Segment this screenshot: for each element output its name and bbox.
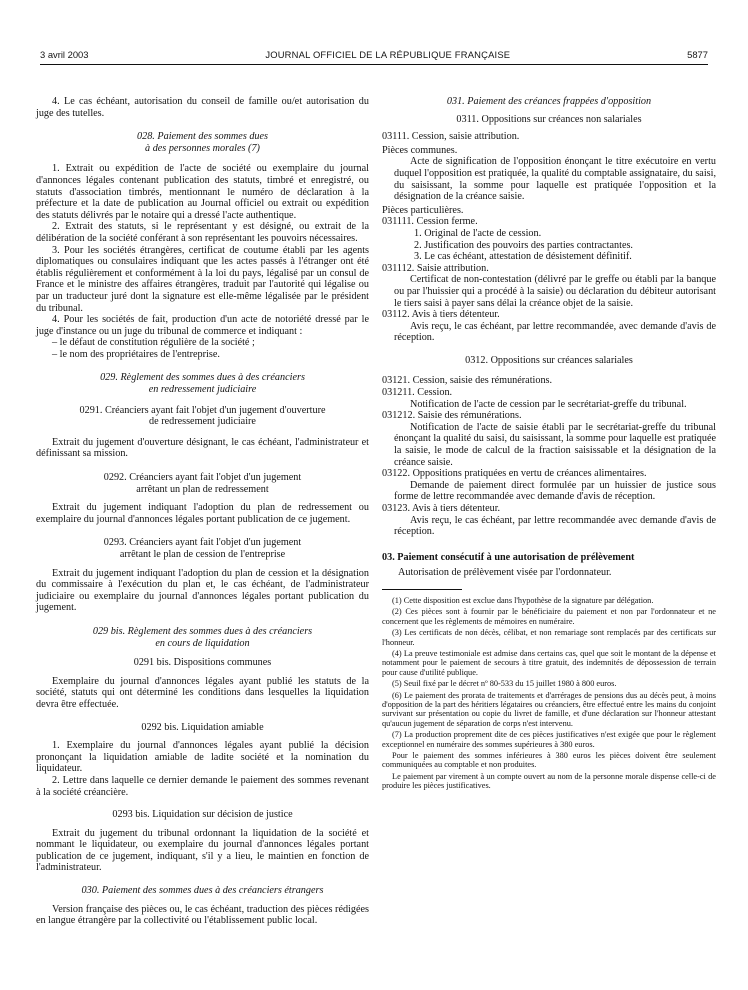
footnote: (7) La production proprement dite de ces pièces justificatives n'est exigée que pour le règlement exceptionnel en numéraire des sommes supérieures à 380 euros.	[382, 730, 716, 749]
footnote: (3) Les certificats de non décès, célibat, et non remariage sont remplacés par des certificats sur l'honneur.	[382, 628, 716, 647]
header-journal-title: JOURNAL OFFICIEL DE LA RÉPUBLIQUE FRANÇAISE	[265, 49, 511, 61]
running-header	[40, 48, 708, 62]
footnote: (1) Cette disposition est exclue dans l'hypothèse de la signature par délégation.	[392, 595, 654, 605]
paragraph: Extrait du jugement indiquant l'adoption du plan de cession et la désignation du commissaire à l'exécution du plan et, le cas échéant, de l'administrateur judiciaire ou exemplaire du journal d'annonces légales portant publication du jugement.	[36, 567, 369, 614]
footnote: Le paiement par virement à un compte ouvert au nom de la personne morale dispense celle-ci de produire les pièces justificatives.	[382, 771, 716, 791]
paragraph: Extrait du jugement du tribunal ordonnant la liquidation de la société et nommant le liquidateur, ou exemplaire du journal d'annonces légales portant publication de ce jugement, indiquant, s'il y a lieu, le maintien en fonction de l'administrateur.	[36, 827, 369, 874]
footnote: (6) Le paiement des prorata de traitements et d'arrérages de pensions dus au décès peut, à moins d'opposition de la part des héritiers légataires ou créanciers, être effectué entre les mains du conjoint survivant sur présentation ou copie du livret de famille, et d'une déclaration sur l'honneur attestant qu'aucun jugement de séparation de corps n'est intervenu.	[382, 690, 716, 728]
paragraph: Notification de l'acte de cession par le secrétariat-greffe du tribunal.	[410, 398, 687, 410]
paragraph: 1. Extrait ou expédition de l'acte de société ou exemplaire du journal d'annonces légales contenant publication des statuts, timbré et enregistré, ou statuts d'association timbrés, mentionnant le numéro de déclaration à la préfecture et la date de publication au Journal officiel ou extrait ou expédition des statuts délivrés par le notaire qui a dressé l'acte authentique.	[36, 163, 369, 221]
paragraph: Extrait du jugement d'ouverture désignant, le cas échéant, l'administrateur et définissant sa mission.	[36, 436, 369, 460]
subheading-0311: 0311. Oppositions sur créances non salariales	[456, 113, 642, 125]
rubric: 03123. Avis à tiers détenteur.	[382, 503, 501, 514]
section-heading-028	[36, 131, 369, 154]
header-rule	[40, 64, 708, 65]
heading-line: en redressement judiciaire	[148, 384, 257, 396]
heading-line: 0291. Créanciers ayant fait l'objet d'un jugement d'ouverture	[79, 404, 326, 416]
right-column	[382, 96, 716, 793]
paragraph: 2. Lettre dans laquelle ce dernier demande le paiement des sommes revenant à la société créancière.	[36, 774, 369, 798]
paragraph: Autorisation de prélèvement visée par l'ordonnateur.	[398, 567, 612, 579]
paragraph: 3. Pour les sociétés étrangères, certificat de coutume établi par les agents diplomatiques ou consulaires indiquant que les actes passés à l'étranger ont été établis régulièrement et conformément à la loi du pays, légalisé par un consul de France et le ministre des affaires étrangères, traduit par l'autorité qui légalise ou par un traducteur juré dont la signature est elle-même légalisée par le président du tribunal.	[36, 244, 369, 314]
heading-line: en cours de liquidation	[155, 637, 250, 649]
paragraph: Extrait du jugement indiquant l'adoption du plan de redressement ou exemplaire du journal d'annonces légales portant publication de ce jugement.	[36, 502, 369, 525]
rubric: 031112. Saisie attribution.	[382, 262, 489, 274]
rubric: 031211. Cession.	[382, 387, 453, 399]
paragraph: 4. Pour les sociétés de fait, production d'un acte de notoriété dressé par le juge d'instance ou un juge du tribunal de commerce et indiquant :	[36, 314, 369, 337]
rubric: 03121. Cession, saisie des rémunérations.	[382, 375, 553, 387]
section-heading-03: 03. Paiement consécutif à une autorisation de prélèvement	[382, 551, 635, 563]
rubric: 031212. Saisie des rémunérations.	[382, 410, 522, 422]
paragraph: Acte de signification de l'opposition énonçant le titre exécutoire en vertu duquel l'opposition est pratiquée, la qualité du comptable assignataire, du saisi, du saisissant, la somme pour laquelle est pratiquée l'opposition et la désignation de la créance saisie.	[394, 156, 716, 203]
paragraph: 1. Exemplaire du journal d'annonces légales ayant publié la décision prononçant la liquidation amiable de ladite société et la nomination du liquidateur.	[36, 740, 369, 775]
paragraph: Exemplaire du journal d'annonces légales ayant publié les statuts de la société, statuts qui ont déterminé les conditions dans lesquelles la liquidation devra être effectuée.	[36, 675, 369, 710]
footnote: (2) Ces pièces sont à fournir par le bénéficiaire du paiement et non par l'ordonnateur et ne concernent que les règlements de mémoires en numéraire.	[382, 607, 716, 626]
paragraph: Notification de l'acte de saisie établi par le secrétariat-greffe du tribunal énonçant la qualité du saisi, du saisissant, la somme pour laquelle est pratiquée la saisie, le mode de calcul de la fraction saisissable et la désignation de la créance saisie.	[394, 421, 716, 468]
header-date: 3 avril 2003	[40, 49, 89, 61]
paragraph: Avis reçu, le cas échéant, par lettre recommandée avec demande d'avis de réception.	[394, 514, 716, 538]
subheading-0292	[36, 472, 369, 495]
left-column	[36, 96, 369, 927]
paragraph: 4. Le cas échéant, autorisation du conseil de famille ou/et autorisation du juge des tutelles.	[36, 96, 369, 119]
list-item: 3. Le cas échéant, attestation de désistement définitif.	[414, 251, 632, 263]
footnote: Pour le paiement des sommes inférieures à 380 euros les pièces doivent être seulement communiquées au comptable et non produites.	[382, 751, 716, 770]
section-heading-031: 031. Paiement des créances frappées d'opposition	[446, 96, 652, 107]
rubric-label: Pièces particulières.	[382, 204, 464, 216]
heading-line: 029. Règlement des sommes dues à des créanciers	[100, 372, 305, 384]
rubric: 031111. Cession ferme.	[382, 216, 478, 228]
paragraph: 2. Extrait des statuts, si le représentant y est désigné, ou extrait de la délibération de la société conférant à son représentant les pouvoirs nécessaires.	[36, 221, 369, 244]
rubric: 03122. Oppositions pratiquées en vertu de créances alimentaires.	[382, 468, 647, 480]
heading-line: 028. Paiement des sommes dues	[137, 131, 268, 143]
dash-item: – le nom des propriétaires de l'entreprise.	[52, 348, 220, 360]
dash-item: – le défaut de constitution régulière de la société ;	[52, 337, 255, 349]
subheading-0292bis: 0292 bis. Liquidation amiable	[141, 721, 264, 733]
footnote: (4) La preuve testimoniale est admise dans certains cas, quel que soit le montant de la dépense et notamment pour le paiement de secours à titre gratuit, des indemnités de dépossession de terrain pour cause d'utilité publique.	[382, 649, 716, 677]
heading-line: à des personnes morales (7)	[145, 142, 260, 154]
rubric-label: Pièces communes.	[382, 144, 458, 156]
subheading-0291	[36, 405, 369, 428]
subheading-0291bis: 0291 bis. Dispositions communes	[133, 657, 272, 669]
rubric: 03111. Cession, saisie attribution.	[382, 131, 520, 143]
subheading-0293bis: 0293 bis. Liquidation sur décision de justice	[112, 809, 293, 821]
list-item: 2. Justification des pouvoirs des parties contractantes.	[414, 239, 633, 251]
section-heading-030: 030. Paiement des sommes dues à des créanciers étrangers	[81, 885, 324, 897]
list-item: 1. Original de l'acte de cession.	[414, 227, 542, 239]
heading-line: arrêtant le plan de cession de l'entreprise	[119, 549, 286, 560]
footnote: (5) Seuil fixé par le décret nº 80-533 du 15 juillet 1980 à 800 euros.	[392, 679, 617, 689]
header-page-number: 5877	[687, 49, 708, 61]
paragraph: Avis reçu, le cas échéant, par lettre recommandée, avec demande d'avis de réception.	[394, 320, 716, 344]
heading-line: 0293. Créanciers ayant fait l'objet d'un jugement	[103, 537, 302, 549]
rubric: 03112. Avis à tiers détenteur.	[382, 309, 500, 321]
heading-line: de redressement judiciaire	[149, 416, 256, 428]
subheading-0293	[36, 537, 369, 560]
footnote-rule	[382, 589, 462, 590]
paragraph: Certificat de non-contestation (délivré par le greffe ou établi par la banque ou par l'huissier qui a procédé à la saisie) ou déclaration du débiteur autorisant le tiers saisi à payer sans délai la créance objet de la saisie.	[394, 274, 716, 309]
section-heading-029	[36, 372, 369, 395]
heading-line: 0292. Créanciers ayant fait l'objet d'un jugement	[103, 472, 302, 484]
footnotes	[382, 596, 716, 791]
section-heading-029bis	[36, 626, 369, 649]
paragraph: Version française des pièces ou, le cas échéant, traduction des pièces rédigées en langue étrangère par la collectivité ou l'établissement public local.	[36, 903, 369, 927]
paragraph: Demande de paiement direct formulée par un huissier de justice sous forme de lettre recommandée avec demande d'avis de réception.	[394, 479, 716, 503]
heading-line: 029 bis. Règlement des sommes dues à des créanciers	[92, 625, 313, 637]
subheading-0312: 0312. Oppositions sur créances salariales	[465, 354, 633, 366]
heading-line: arrêtant un plan de redressement	[136, 483, 269, 495]
